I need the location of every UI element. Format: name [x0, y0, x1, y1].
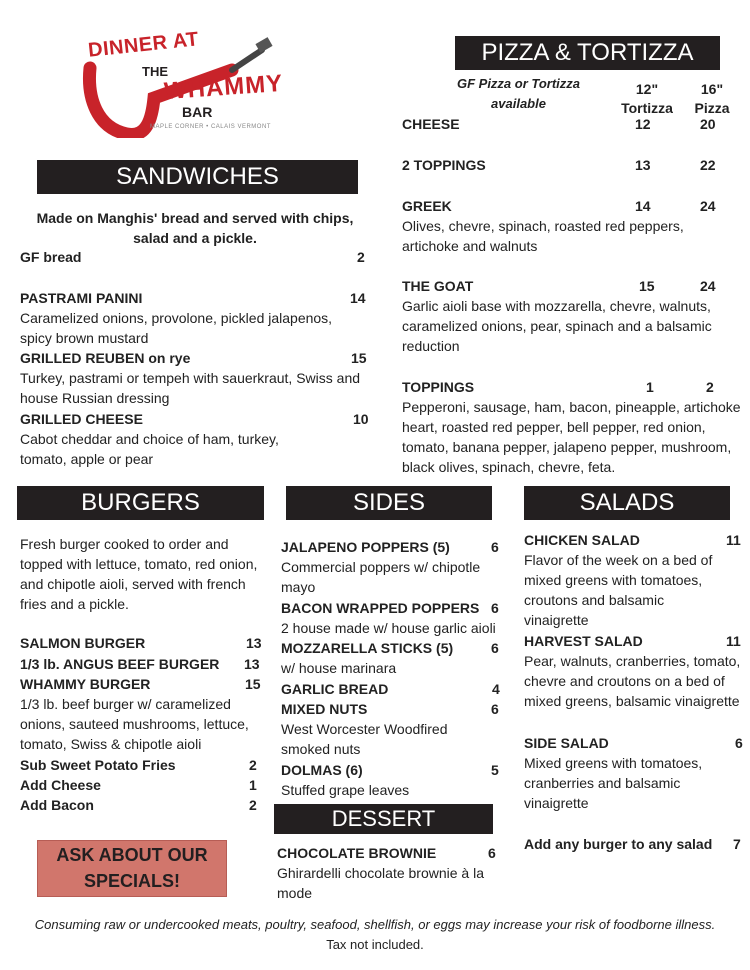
item-price-12: 15 [639, 278, 655, 294]
item-name: Add any burger to any salad [524, 836, 713, 852]
item-name: WHAMMY BURGER [20, 676, 151, 692]
pizza-item [402, 157, 742, 175]
side-item [281, 681, 501, 699]
item-price: 2 [357, 249, 365, 265]
item-description: Flavor of the week on a bed of mixed greens with tomatoes, croutons and balsamic vinaigrette [524, 552, 713, 628]
item-price-12: 14 [635, 198, 651, 214]
pizza-item [402, 198, 742, 256]
pizza-item [402, 379, 742, 477]
item-name: Sub Sweet Potato Fries [20, 757, 176, 773]
item-description: West Worcester Woodfired smoked nuts [281, 721, 448, 757]
item-description: 1/3 lb. beef burger w/ caramelized onions, sauteed mushrooms, lettuce, tomato, Swiss & chipotle aioli [20, 696, 249, 752]
item-name: MIXED NUTS [281, 701, 368, 717]
item-description: Ghirardelli chocolate brownie à la mode [277, 865, 484, 901]
pizza-col-pizza: 16" Pizza [694, 81, 730, 116]
item-name: DOLMAS (6) [281, 762, 363, 778]
item-price: 5 [491, 762, 499, 778]
side-item [281, 701, 501, 759]
item-name: GRILLED REUBEN on rye [20, 350, 191, 366]
item-price-16: 24 [700, 198, 716, 214]
item-name: CHICKEN SALAD [524, 532, 640, 548]
item-name: TOPPINGS [402, 379, 475, 395]
item-description: Garlic aioli base with mozzarella, chevre, walnuts, caramelized onions, pear, spinach and a balsamic reduction [402, 298, 712, 354]
item-price: 11 [726, 532, 741, 548]
item-price: 7 [733, 836, 741, 852]
logo-dinner-at: DINNER AT [87, 28, 200, 62]
burger-item [20, 676, 270, 754]
item-description: Caramelized onions, provolone, pickled jalapenos, spicy brown mustard [20, 310, 333, 346]
item-name: GARLIC BREAD [281, 681, 389, 697]
item-price: 10 [353, 411, 369, 427]
salad-item [524, 633, 746, 711]
item-price-12: 13 [635, 157, 651, 173]
item-name: THE GOAT [402, 278, 474, 294]
pizza-section-header: PIZZA & TORTIZZA [455, 36, 720, 70]
item-price: 14 [350, 290, 366, 306]
item-description: Mixed greens with tomatoes, cranberries and balsamic vinaigrette [524, 755, 703, 811]
item-description: Pear, walnuts, cranberries, tomato, chevre and croutons on a bed of mixed greens, balsamic vinaigrette [524, 653, 741, 709]
sandwich-item [20, 249, 370, 267]
dessert-item [277, 845, 502, 903]
logo-whammy: WHAMMY [163, 69, 285, 106]
item-price: 15 [245, 676, 261, 692]
item-price: 11 [726, 633, 741, 649]
item-price: 6 [491, 640, 499, 656]
item-description: 2 house made w/ house garlic aioli [281, 620, 496, 636]
item-price: 13 [244, 656, 260, 672]
item-price: 2 [249, 757, 257, 773]
item-price-12: 1 [646, 379, 654, 395]
salads-section-header: SALADS [524, 486, 730, 520]
item-name: BACON WRAPPED POPPERS [281, 600, 480, 616]
burger-item [20, 757, 270, 775]
item-name: SALMON BURGER [20, 635, 146, 651]
item-description: Stuffed grape leaves [281, 782, 410, 798]
foodborne-illness-warning: Consuming raw or undercooked meats, poultry, seafood, shellfish, or eggs may increase your risk of foodborne illness. [34, 917, 716, 932]
logo-bar: BAR [182, 104, 213, 120]
item-price-16: 2 [706, 379, 714, 395]
item-price: 4 [492, 681, 500, 697]
item-price: 13 [246, 635, 262, 651]
item-price: 15 [351, 350, 367, 366]
item-price: 6 [735, 735, 743, 751]
item-name: 2 TOPPINGS [402, 157, 486, 173]
pizza-item [402, 116, 742, 134]
item-name: JALAPENO POPPERS (5) [281, 539, 450, 555]
sandwiches-section-header: SANDWICHES [37, 160, 358, 194]
side-item [281, 762, 501, 800]
item-price-16: 24 [700, 278, 716, 294]
item-description: Pepperoni, sausage, ham, bacon, pineapple, artichoke heart, roasted red pepper, bell pepper, red onion, tomato, banana pepper, jalapeno pepper, mushroom, black olives, spinach, chevre, feta. [402, 399, 741, 475]
item-name: CHOCOLATE BROWNIE [277, 845, 437, 861]
burger-item [20, 797, 270, 815]
sandwich-item [20, 350, 370, 408]
salad-item [524, 735, 746, 813]
item-price: 1 [249, 777, 257, 793]
item-price: 6 [488, 845, 496, 861]
item-name: GRILLED CHEESE [20, 411, 143, 427]
burgers-intro: Fresh burger cooked to order and topped with lettuce, tomato, red onion, and chipotle aioli, served with french fries and a pickle. [20, 536, 258, 612]
item-price: 6 [491, 701, 499, 717]
item-name: PASTRAMI PANINI [20, 290, 143, 306]
pizza-item [402, 278, 742, 356]
item-name: GF bread [20, 249, 82, 265]
side-item [281, 640, 501, 678]
item-name: HARVEST SALAD [524, 633, 643, 649]
item-name: 1/3 lb. ANGUS BEEF BURGER [20, 656, 220, 672]
item-price: 6 [491, 600, 499, 616]
logo-tagline: MAPLE CORNER • CALAIS VERMONT [150, 124, 271, 130]
logo-the: THE [142, 64, 168, 79]
sandwich-item [20, 411, 370, 469]
item-description: Turkey, pastrami or tempeh with sauerkraut, Swiss and house Russian dressing [20, 370, 361, 406]
item-name: SIDE SALAD [524, 735, 609, 751]
item-description: Cabot cheddar and choice of ham, turkey, tomato, apple or pear [20, 431, 279, 467]
burgers-section-header: BURGERS [17, 486, 264, 520]
tax-note: Tax not included. [326, 937, 424, 952]
item-price: 6 [491, 539, 499, 555]
item-price-12: 12 [635, 116, 651, 132]
sandwiches-intro: Made on Manghis' bread and served with chips, salad and a pickle. [36, 210, 354, 246]
side-item [281, 539, 501, 597]
burger-item [20, 635, 270, 653]
item-name: CHEESE [402, 116, 460, 132]
item-name: MOZZARELLA STICKS (5) [281, 640, 454, 656]
item-price-16: 20 [700, 116, 716, 132]
item-price-16: 22 [700, 157, 716, 173]
pizza-note: GF Pizza or Tortizza available [456, 76, 581, 111]
item-description: w/ house marinara [281, 660, 397, 676]
item-description: Commercial poppers w/ chipotle mayo [281, 559, 481, 595]
item-description: Olives, chevre, spinach, roasted red peppers, artichoke and walnuts [402, 218, 684, 254]
logo [82, 28, 285, 138]
ask-about-specials-banner: ASK ABOUT OUR SPECIALS! [37, 840, 227, 897]
item-name: GREEK [402, 198, 452, 214]
sides-section-header: SIDES [286, 486, 492, 520]
burger-item [20, 656, 270, 674]
item-name: Add Cheese [20, 777, 101, 793]
sandwich-item [20, 290, 370, 348]
burger-item [20, 777, 270, 795]
item-price: 2 [249, 797, 257, 813]
salad-item [524, 836, 746, 854]
pizza-col-tortizza: 12" Tortizza [621, 81, 673, 116]
side-item [281, 600, 501, 638]
dessert-section-header: DESSERT [274, 804, 493, 834]
salad-item [524, 532, 746, 630]
item-name: Add Bacon [20, 797, 94, 813]
